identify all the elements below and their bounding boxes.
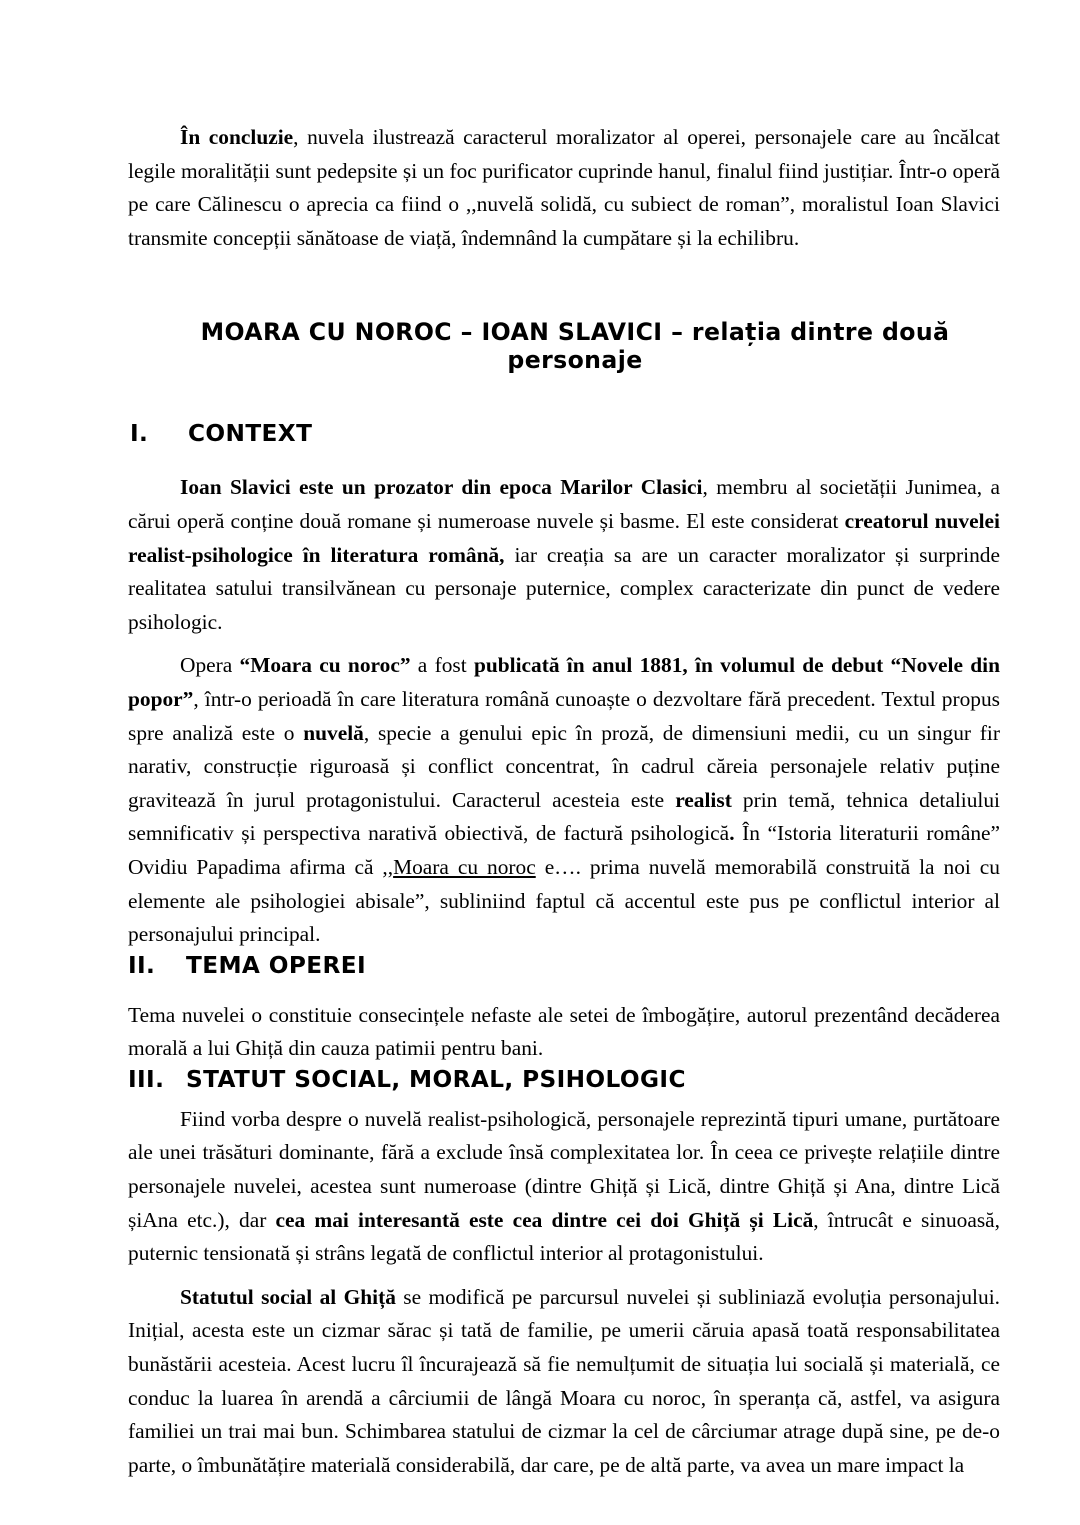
text-run: iar creația sa are un caracter moralizator și surprinde realitatea satului transilvănean cu personaje puternice, complex caracterizate din punct de vedere psihologic. [128,542,1000,634]
section-heading-context [128,420,1000,447]
text-run: , într-o perioadă în care literatura română cunoaște o dezvoltare fără precedent. Textul propus spre analiză este o [128,686,1000,745]
spacer [128,1093,1000,1103]
section-numeral: II. [128,951,156,979]
bold-run: Statutul social al Ghiță [180,1284,396,1309]
spacer [128,374,1000,420]
intro-rest: , nuvela ilustrează caracterul moralizator al operei, personajele care au încălcat legile moralității sunt pedepsite și un foc purificator cuprinde hanul, finalul fiind justițiar. Într-o operă pe care Călinescu o aprecia ca fiind o ,,nuvelă solidă, cu subiect de roman”, moralistul Ioan Slavici transmite concepții sănătoase de viață, îndemnând la cumpătare și la echilibru. [128,125,1000,250]
bold-run: realist [675,787,732,812]
text-run: a fost [410,653,474,678]
bold-run: . [729,821,735,846]
paragraph-tema-1 [128,999,1000,1066]
page-title: MOARA CU NOROC – IOAN SLAVICI – relația dintre două personaje [200,318,950,375]
text-run: prin temă, tehnica detaliului semnificativ și perspectiva narativă obiectivă, de factură psihologică [128,787,1000,846]
text-run: În “Istoria literaturii române” Ovidiu Papadima afirma că ,, [128,821,1001,879]
text-run: e…. prima nuvelă memorabilă construită la noi cu elemente ale psihologiei abisale”, subliniind faptul că accentul este pus pe conflictul interior al personajului principal. [128,854,1000,947]
text-run: se modifică pe parcursul nuvelei și subliniază evoluția personajului. Inițial, acesta este un cizmar sărac și tată de familie, pe umerii căruia apasă toată responsabilitatea bunăstării acesteia. Acest lucru îl încurajează să fie nemulțumit de situația lui socială și materială, ce conduc la luarea în arendă a cârciumii de lângă Moara cu noroc, în speranța că, astfel, va asigura familiei un trai mai bun. Schimbarea statului de cizmar la cel de cârciumar atrage după sine, pe de-o parte, o îmbunătățire materială considerabilă, dar care, pe de altă parte, va avea un mare impact la [128,1284,1000,1477]
section-label: STATUT SOCIAL, MORAL, PSIHOLOGIC [186,1065,686,1093]
section-label: CONTEXT [188,420,313,448]
text-run: , specie a genului epic în proză, de dimensiuni medii, cu un singur fir narativ, construcție riguroasă și conflict concentrat, în cadrul căreia personajele relativ puține gravitează în jurul protagonistului. Caracterul acesteia este [128,720,1000,812]
section-heading-statut [128,1066,1000,1093]
intro-paragraph [128,121,1000,255]
text-run: , întrucât e sinuoasă, puternic tensionată și strâns legată de conflictul interior al protagonistului. [128,1207,1001,1266]
page-content [128,121,1000,1482]
paragraph-statut-2 [128,1281,1000,1483]
bold-run: cea mai interesantă este cea dintre cei doi Ghiță și Lică [275,1207,814,1232]
spacer [128,979,1000,999]
spacer [128,447,1000,471]
text-run: Opera [180,653,240,678]
paragraph-context-1 [128,471,1000,639]
bold-run: publicată în anul 1881, în volumul de debut “Novele din popor” [128,653,1001,711]
paragraph-context-2 [128,649,1000,951]
bold-run: “Moara cu noroc” [239,653,411,678]
underlined-title-run: Moara cu noroc [393,854,536,879]
spacer [128,639,1000,649]
section-numeral: III. [128,1065,165,1093]
text-run: Fiind vorba despre o nuvelă realist-psihologică, personajele reprezintă tipuri umane, purtătoare ale unei trăsături dominante, fără a exclude însă complexitatea lor. În ceea ce privește relațiile dintre personajele nuvelei, acestea sunt numeroase (dintre Ghiță și Lică, dintre Ghiță și Ana, dintre Lică șiAna etc.), dar [128,1106,1000,1232]
spacer [128,1271,1000,1281]
bold-run: Ioan Slavici este un prozator din epoca Marilor Clasici [180,475,703,500]
section-heading-tema [128,952,1000,979]
section-label: TEMA OPEREI [186,951,367,979]
text-run: Tema nuvelei o constituie consecințele nefaste ale setei de îmbogățire, autorul prezentând decăderea morală a lui Ghiță din cauza patimii pentru bani. [128,1002,1000,1061]
bold-run: nuvelă [303,720,364,745]
spacer [128,255,1000,318]
text-run: , membru al societății Junimea, a cărui operă conține două romane și numeroase nuvele și basme. El este considerat [128,475,1000,533]
section-numeral: I. [130,420,149,448]
paragraph-statut-1 [128,1103,1000,1271]
intro-lead-bold: În concluzie [180,125,294,149]
bold-run: creatorul nuvelei realist-psihologice în literatura română, [128,508,1000,567]
